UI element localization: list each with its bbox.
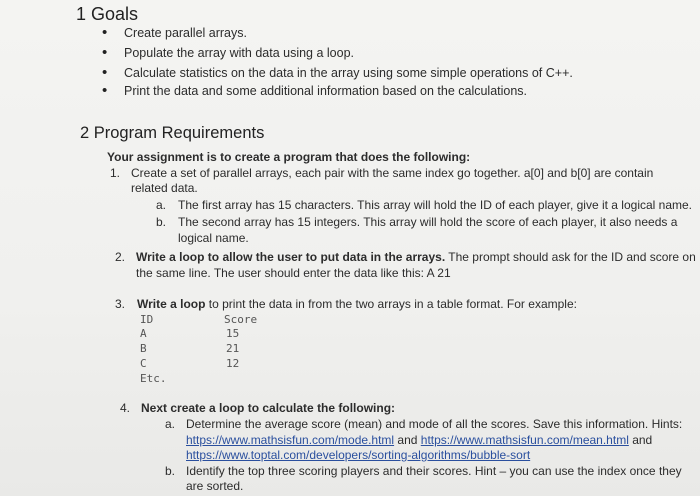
- item1-text: Create a set of parallel arrays, each pair with the same index go together. a[0] and b[0] are contain: [131, 166, 654, 180]
- sub-label: a.: [165, 417, 176, 431]
- sub-label: a.: [156, 198, 167, 212]
- item4b-text: Identify the top three scoring players and their scores. Hint – you can use the index once they: [186, 464, 682, 478]
- bullet-icon: •: [102, 44, 108, 61]
- item-number: 1.: [110, 166, 121, 180]
- item4a-text: Determine the average score (mean) and mode of all the scores. Save this information. Hints:: [186, 417, 683, 431]
- table-cell-id: A: [140, 327, 147, 340]
- table-etc: Etc.: [140, 372, 167, 385]
- sub-label: b.: [156, 215, 167, 229]
- requirements-heading: 2 Program Requirements: [80, 124, 265, 142]
- table-cell-id: C: [140, 357, 147, 370]
- requirements-intro: Your assignment is to create a program that does the following:: [107, 150, 471, 164]
- item1b-text: The second array has 15 integers. This array will hold the score of each player, it also needs a: [178, 215, 678, 229]
- item3-text: Write a loop to print the data in from the two arrays in a table format. For example:: [137, 297, 577, 311]
- item1b-text-cont: logical name.: [178, 231, 249, 245]
- item4a-links: https://www.mathsisfun.com/mode.html and https://www.mathsisfun.com/mean.html and: [186, 433, 653, 447]
- goal-item: Create parallel arrays.: [124, 26, 247, 40]
- goals-heading: 1 Goals: [76, 4, 139, 24]
- item4-title: Next create a loop to calculate the following:: [141, 401, 396, 415]
- goal-item: Populate the array with data using a loop.: [124, 46, 355, 60]
- goal-item: Print the data and some additional information based on the calculations.: [124, 84, 528, 98]
- mode-link[interactable]: https://www.mathsisfun.com/mode.html: [186, 433, 395, 447]
- table-cell-score: 21: [226, 342, 240, 355]
- table-header-id: ID: [140, 313, 154, 326]
- item4b-text-cont: are sorted.: [186, 479, 244, 493]
- item2-text-cont: the same line. The user should enter the data like this: A 21: [136, 266, 451, 280]
- item2-text: Write a loop to allow the user to put data in the arrays. The prompt should ask for the ID and score on: [136, 250, 696, 264]
- item4a-links-cont: [186, 448, 530, 462]
- bullet-icon: •: [102, 24, 108, 41]
- item1-text-cont: related data.: [131, 181, 198, 195]
- bullet-icon: •: [102, 82, 108, 99]
- table-cell-score: 15: [226, 327, 240, 340]
- table-header-score: Score: [224, 313, 258, 326]
- bubble-sort-link[interactable]: https://www.toptal.com/developers/sorting-algorithms/bubble-sort: [186, 448, 531, 462]
- table-cell-id: B: [140, 342, 147, 355]
- item1a-text: The first array has 15 characters. This array will hold the ID of each player, give it a logical name.: [178, 198, 693, 212]
- sub-label: b.: [165, 464, 176, 478]
- item-number: 3.: [115, 297, 126, 311]
- item-number: 4.: [120, 401, 131, 415]
- table-cell-score: 12: [226, 357, 240, 370]
- bullet-icon: •: [102, 64, 108, 81]
- goal-item: Calculate statistics on the data in the array using some simple operations of C++.: [124, 66, 573, 80]
- mean-link[interactable]: https://www.mathsisfun.com/mean.html: [420, 433, 629, 447]
- item-number: 2.: [115, 250, 126, 264]
